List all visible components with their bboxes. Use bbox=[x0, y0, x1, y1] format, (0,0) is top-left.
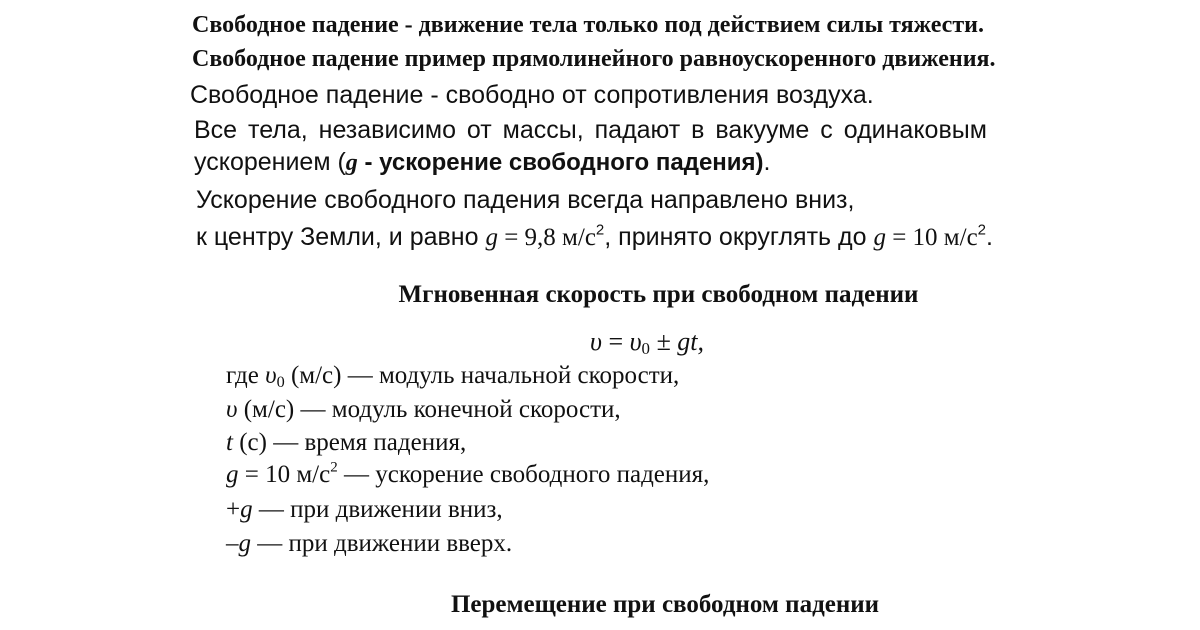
symbol-g: g bbox=[345, 150, 358, 176]
intro-line-7-c: , принято округлять до bbox=[604, 223, 874, 251]
formula-v: υ bbox=[590, 327, 602, 356]
symbol-g: g bbox=[873, 224, 886, 251]
superscript: 2 bbox=[977, 221, 987, 239]
intro-line-7-e: . bbox=[986, 223, 993, 251]
definition-text: (м/с) — модуль конечной скорости, bbox=[237, 396, 621, 423]
definition-time bbox=[226, 430, 466, 455]
formula-subscript-0: 0 bbox=[641, 339, 650, 359]
definition-text: = 10 м/с bbox=[238, 461, 331, 488]
symbol-t: t bbox=[226, 429, 233, 456]
velocity-formula bbox=[590, 327, 704, 359]
intro-line-7-b: = 9,8 м/с bbox=[497, 224, 596, 251]
intro-line-5-bold-group bbox=[346, 149, 764, 176]
intro-line-6: Ускорение свободного падения всегда направлено вниз, bbox=[196, 186, 855, 214]
definition-initial-velocity bbox=[226, 362, 680, 392]
definition-text: — при движении вверх. bbox=[251, 530, 513, 557]
intro-line-5-prefix: ускорением ( bbox=[194, 148, 346, 176]
intro-line-7-d: = 10 м/с bbox=[885, 224, 978, 251]
intro-line-3: Свободное падение - свободно от сопротивления воздуха. bbox=[190, 81, 874, 109]
section-heading-velocity: Мгновенная скорость при свободном падении bbox=[398, 281, 919, 308]
superscript: 2 bbox=[595, 221, 605, 239]
symbol-v: υ bbox=[265, 362, 277, 389]
definition-plus-g bbox=[226, 497, 503, 522]
intro-line-1: Свободное падение - движение тела только под действием силы тяжести. bbox=[192, 12, 984, 38]
intro-line-5-bold: - ускорение свободного падения) bbox=[357, 149, 764, 176]
formula-eq: = bbox=[601, 327, 630, 356]
sign-minus: – bbox=[226, 530, 239, 557]
intro-line-7 bbox=[196, 221, 993, 251]
definition-final-velocity bbox=[226, 397, 621, 422]
definition-text: (м/с) — модуль начальной скорости, bbox=[284, 362, 680, 389]
definition-minus-g bbox=[226, 531, 512, 556]
section-heading-displacement: Перемещение при свободном падении bbox=[450, 591, 880, 618]
symbol-v: υ bbox=[226, 396, 238, 423]
sign-plus: + bbox=[226, 496, 241, 523]
definition-prefix: где bbox=[226, 362, 266, 389]
intro-line-4: Все тела, независимо от массы, падают в вакууме с одинаковым bbox=[194, 116, 987, 144]
definition-gravity bbox=[226, 459, 710, 488]
intro-line-5-suffix: . bbox=[763, 148, 771, 176]
symbol-g: g bbox=[238, 530, 251, 557]
symbol-g: g bbox=[240, 496, 253, 523]
definition-text: — при движении вниз, bbox=[252, 496, 503, 523]
subscript-0: 0 bbox=[276, 373, 285, 392]
definition-text-2: — ускорение свободного падения, bbox=[337, 461, 710, 488]
intro-line-7-a: к центру Земли, и равно bbox=[196, 223, 486, 251]
definition-text: (с) — время падения, bbox=[232, 429, 467, 456]
symbol-g: g bbox=[226, 461, 239, 488]
symbol-g: g bbox=[485, 224, 498, 251]
intro-line-5 bbox=[194, 150, 771, 175]
formula-rest: ± gt, bbox=[650, 327, 704, 356]
formula-v0: υ bbox=[629, 327, 642, 356]
intro-line-2: Свободное падение пример прямолинейного равноускоренного движения. bbox=[192, 46, 996, 72]
superscript: 2 bbox=[330, 459, 338, 476]
